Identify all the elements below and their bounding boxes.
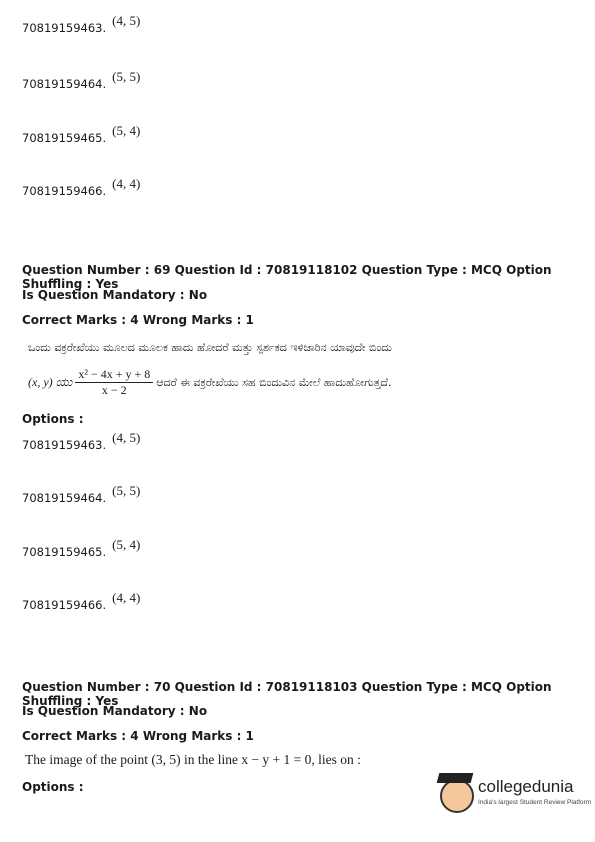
option-value: (4, 4) bbox=[112, 590, 141, 605]
option-row bbox=[22, 176, 141, 199]
option-row bbox=[22, 483, 141, 506]
slope-fraction bbox=[75, 367, 153, 398]
fraction-denominator: x − 2 bbox=[101, 383, 127, 397]
option-value: (5, 4) bbox=[112, 537, 141, 552]
logo-name: collegedunia bbox=[478, 777, 574, 796]
option-value: (5, 4) bbox=[112, 123, 141, 138]
options-label: Options : bbox=[22, 412, 84, 426]
mascot-icon bbox=[440, 779, 474, 813]
graduation-cap-icon bbox=[437, 773, 474, 783]
question-text-line2 bbox=[28, 367, 391, 398]
question-mandatory: Is Question Mandatory : No bbox=[22, 704, 208, 718]
options-label: Options : bbox=[22, 780, 84, 794]
question-header: Question Number : 69 Question Id : 70819118102 Question Type : MCQ Option Shuffling : Yes bbox=[22, 263, 552, 291]
option-id: 70819159465. bbox=[22, 131, 107, 145]
question-marks: Correct Marks : 4 Wrong Marks : 1 bbox=[22, 313, 254, 327]
option-row bbox=[22, 430, 141, 453]
option-row bbox=[22, 69, 141, 92]
question-text: The image of the point (3, 5) in the line x − y + 1 = 0, lies on : bbox=[25, 752, 361, 767]
question-marks: Correct Marks : 4 Wrong Marks : 1 bbox=[22, 729, 254, 743]
option-id: 70819159466. bbox=[22, 184, 107, 198]
option-value: (4, 4) bbox=[112, 176, 141, 191]
option-id: 70819159463. bbox=[22, 21, 107, 35]
question-text-tail: ಆದರೆ ಈ ವಕ್ರರೇಖೆಯು ಸಹ ಬಿಂದುವಿನ ಮೇಲೆ ಹಾದುಹೋಗುತ್ತದೆ. bbox=[156, 375, 392, 389]
option-value: (4, 5) bbox=[112, 13, 141, 28]
option-id: 70819159463. bbox=[22, 438, 107, 452]
question-header: Question Number : 70 Question Id : 70819118103 Question Type : MCQ Option Shuffling : Yes bbox=[22, 680, 552, 708]
option-row bbox=[22, 123, 141, 146]
option-id: 70819159464. bbox=[22, 77, 107, 91]
option-row bbox=[22, 13, 141, 36]
option-value: (5, 5) bbox=[112, 483, 141, 498]
option-row bbox=[22, 590, 141, 613]
option-id: 70819159465. bbox=[22, 545, 107, 559]
collegedunia-logo bbox=[440, 775, 590, 823]
option-value: (4, 5) bbox=[112, 430, 141, 445]
question-mandatory: Is Question Mandatory : No bbox=[22, 288, 208, 302]
option-id: 70819159464. bbox=[22, 491, 107, 505]
question-text-line1: ಒಂದು ವಕ್ರರೇಖೆಯು ಮೂಲದ ಮೂಲಕ ಹಾದು ಹೋದರೆ ಮತ್ತು ಸ್ಪರ್ಶಕದ ಇಳಿಜಾರಿನ ಯಾವುದೇ ಬಿಂದು bbox=[28, 341, 392, 354]
logo-tagline: India's largest Student Review Platform bbox=[478, 799, 592, 806]
option-row bbox=[22, 537, 141, 560]
point-xy: (x, y) ಯು bbox=[28, 375, 73, 389]
option-id: 70819159466. bbox=[22, 598, 107, 612]
option-value: (5, 5) bbox=[112, 69, 141, 84]
fraction-numerator: x² − 4x + y + 8 bbox=[75, 367, 153, 383]
